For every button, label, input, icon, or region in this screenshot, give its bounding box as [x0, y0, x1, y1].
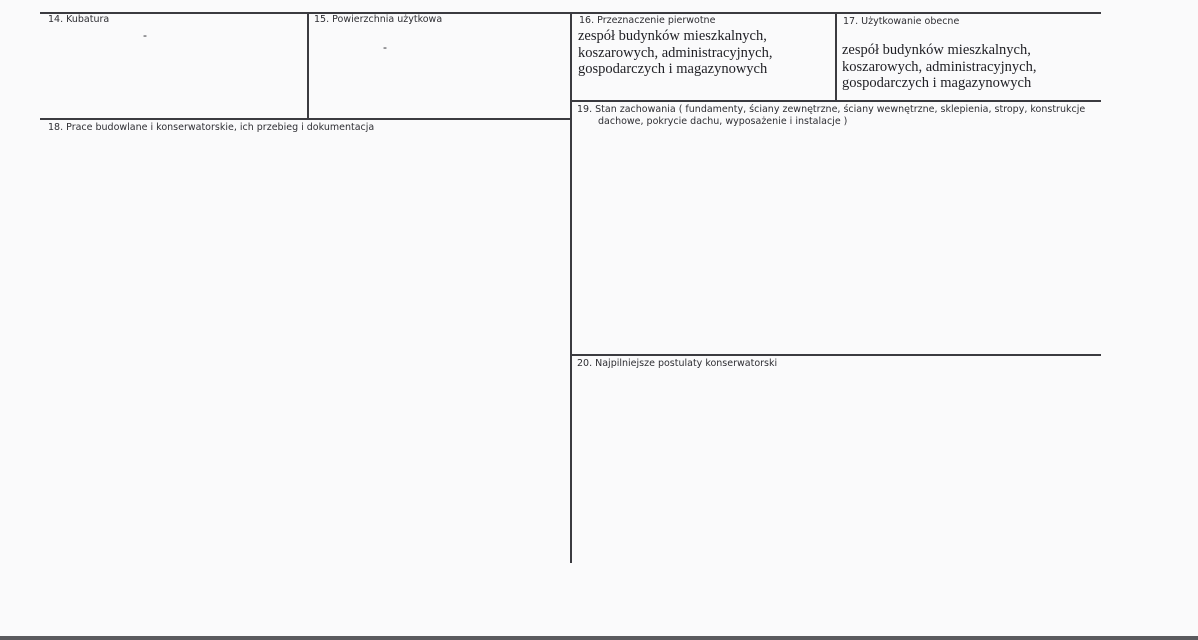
field-16-value-line: zespół budynków mieszkalnych, [578, 28, 767, 44]
field-14-value: - [143, 28, 147, 42]
field-19-label-line-1: 19. Stan zachowania ( fundamenty, ściany zewnętrzne, ściany wewnętrzne, sklepienia, stropy, konstrukcje [577, 104, 1086, 115]
bottom-border-16-17 [570, 100, 1101, 102]
divider-16-17 [835, 12, 837, 102]
divider-15-16 [570, 12, 572, 563]
divider-19-20 [570, 354, 1101, 356]
field-16-value-line: gospodarczych i magazynowych [578, 61, 768, 77]
field-15-label: 15. Powierzchnia użytkowa [314, 14, 443, 25]
field-16-value [578, 28, 772, 78]
field-14-label: 14. Kubatura [48, 14, 110, 25]
field-16-value-line: koszarowych, administracyjnych, [578, 44, 773, 61]
field-17-value [842, 42, 1036, 92]
field-17-value-line: zespół budynków mieszkalnych, [842, 42, 1031, 58]
field-19-label-line-2: dachowe, pokrycie dachu, wyposażenie i instalacje ) [598, 116, 848, 127]
field-17-value-line: gospodarczych i magazynowych [842, 75, 1032, 91]
field-15-value: - [383, 40, 387, 54]
field-17-value-line: koszarowych, administracyjnych, [842, 58, 1037, 75]
field-20-label: 20. Najpilniejsze postulaty konserwatorski [577, 358, 778, 369]
field-18-label: 18. Prace budowlane i konserwatorskie, ich przebieg i dokumentacja [48, 122, 375, 133]
field-17-label: 17. Użytkowanie obecne [843, 16, 960, 27]
scan-bottom-edge [0, 636, 1198, 640]
divider-14-15 [307, 12, 309, 118]
bottom-border-14-15 [40, 118, 571, 120]
field-16-label: 16. Przeznaczenie pierwotne [579, 15, 716, 26]
